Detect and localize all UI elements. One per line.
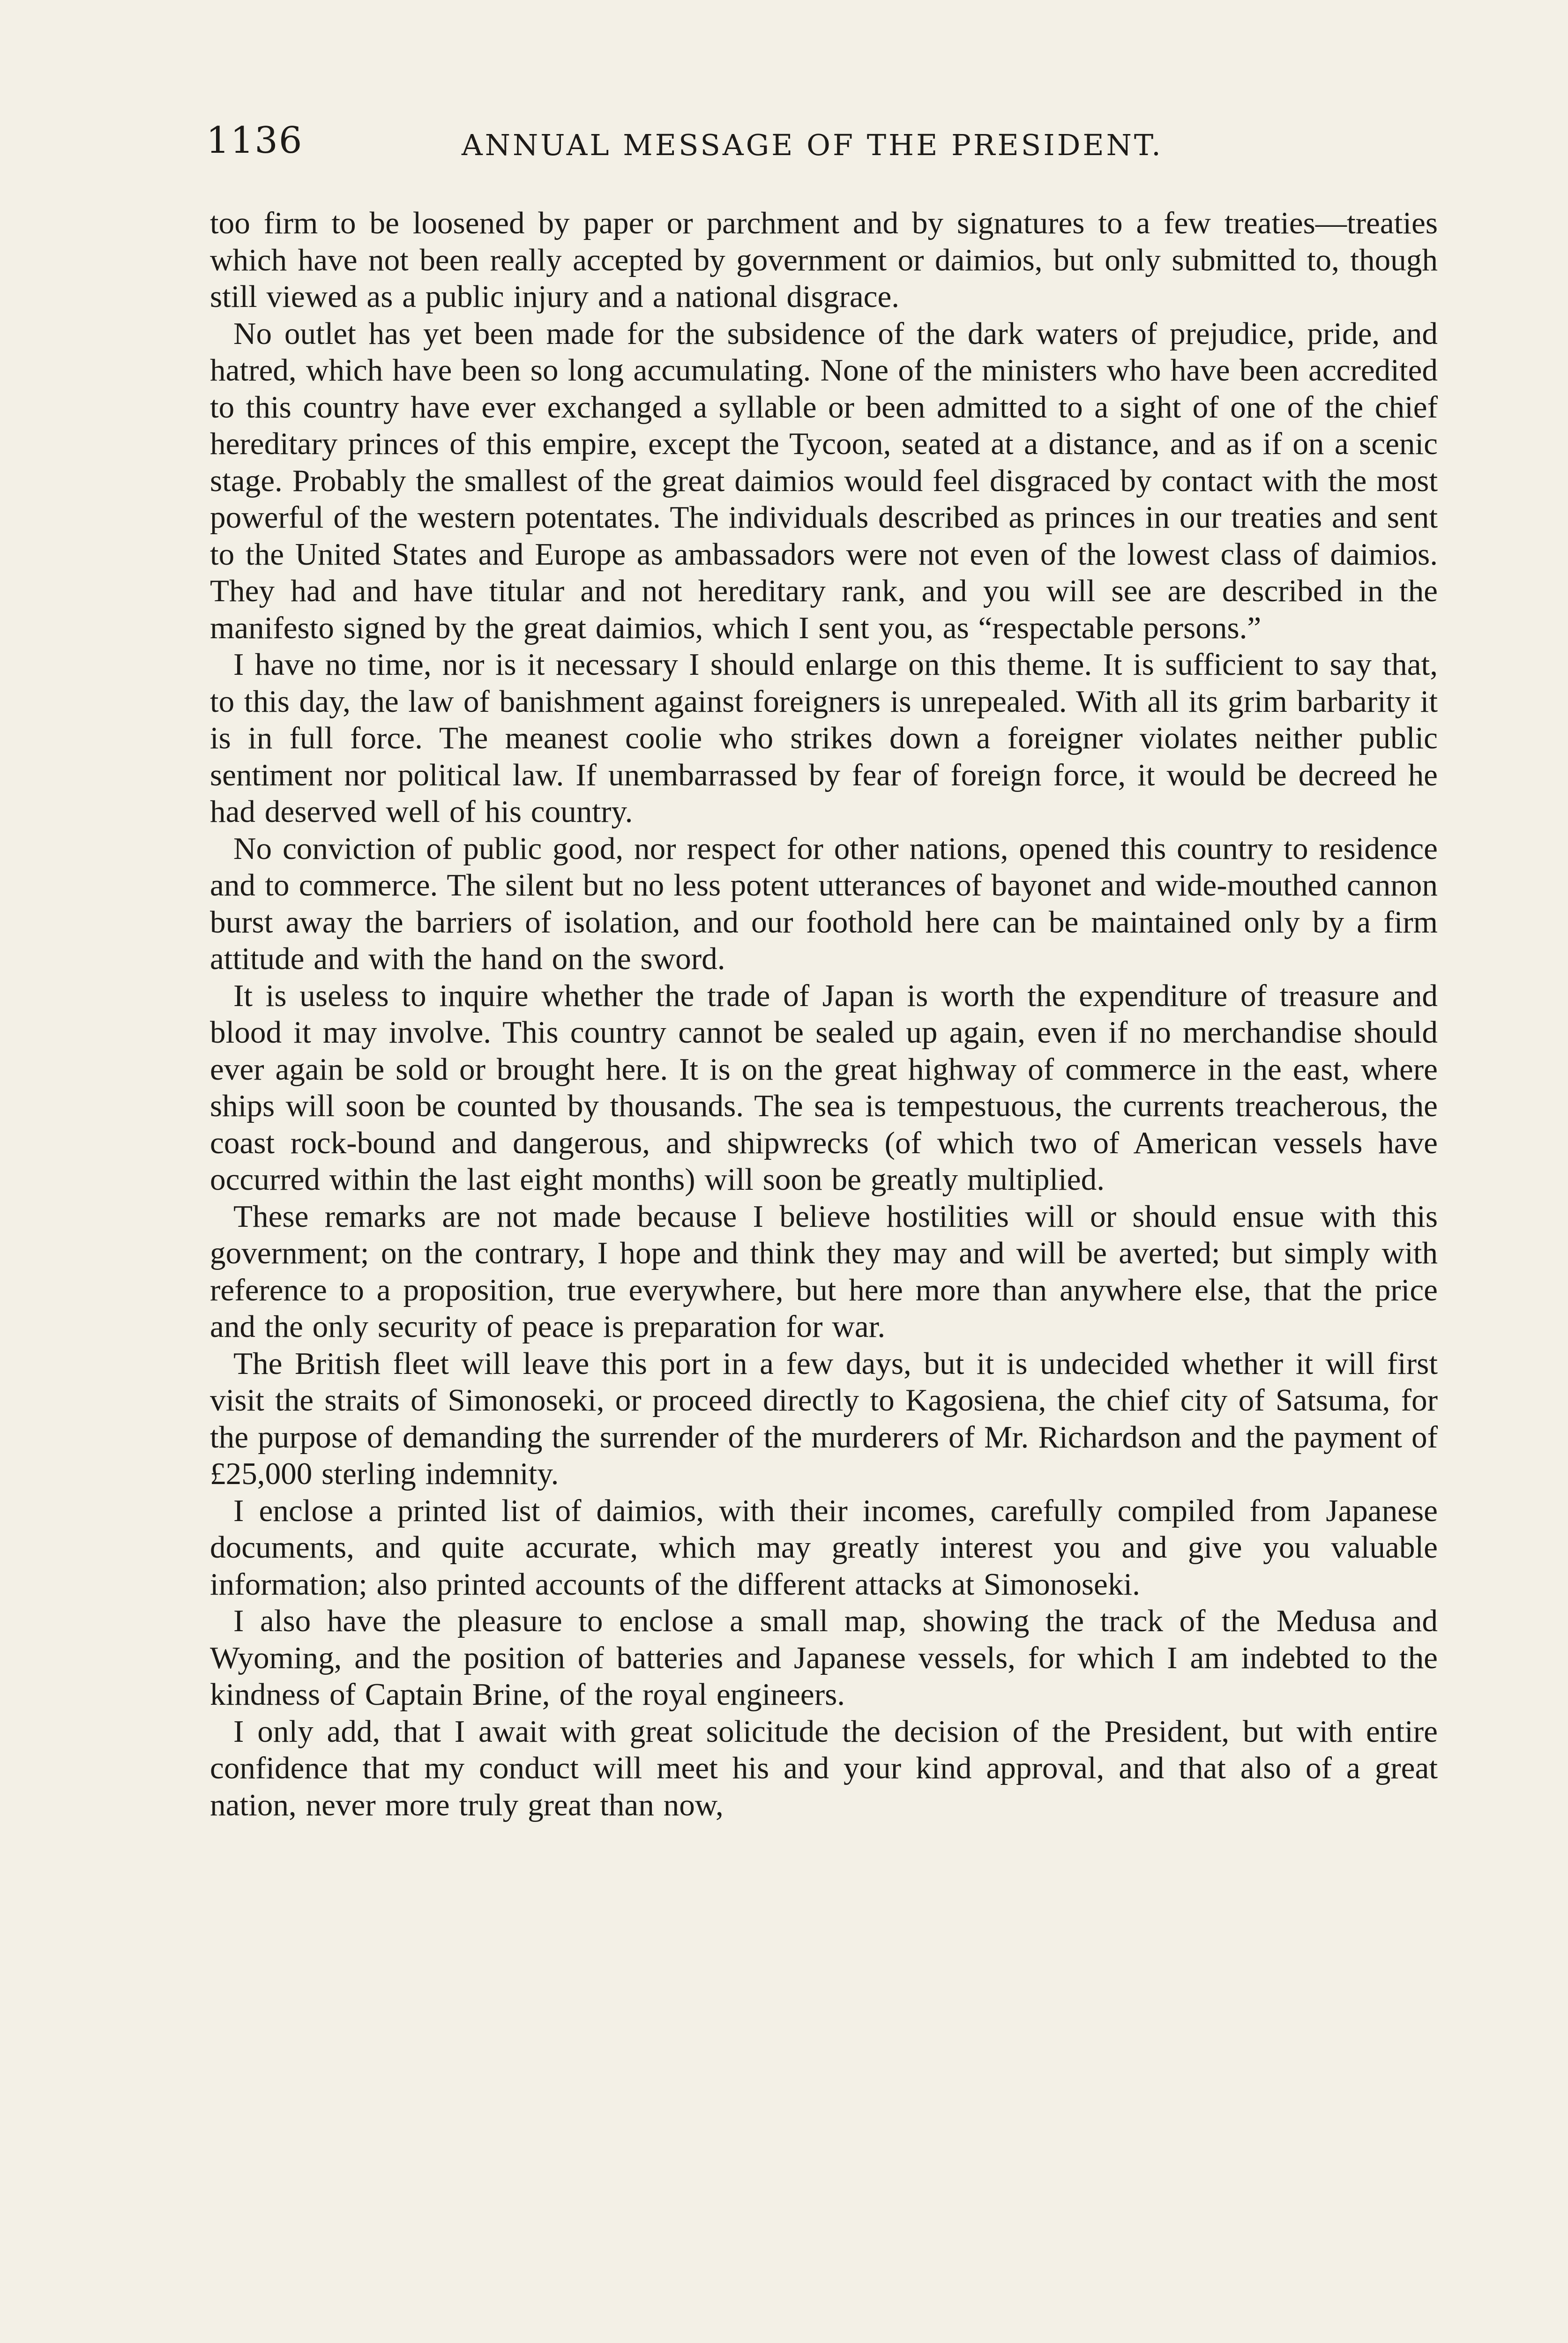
page-header [206,119,1443,176]
body-text [210,205,1438,2323]
paragraph: I also have the pleasure to enclose a small map, showing the track of the Medusa and Wyoming, and the position of batteries and Japanese vessels, for which I am indebted to the kindness of Captain Brine, of the royal engineers. [210,1603,1438,1712]
page-number: 1136 [206,119,303,162]
paragraph: I only add, that I await with great solicitude the decision of the President, but with entire confidence that my conduct will meet his and your kind approval, and that also of a great nation, never more truly great than now, [210,1713,1438,1822]
paragraph: too firm to be loosened by paper or parchment and by signatures to a few treaties—treaties which have not been really accepted by government or daimios, but only submitted to, though still viewed as a public injury and a national disgrace. [210,205,1438,314]
paragraph: The British fleet will leave this port in a few days, but it is undecided whether it will first visit the straits of Simonoseki, or proceed directly to Kagosiena, the chief city of Satsuma, for the purpose of demanding the surrender of the murderers of Mr. Richardson and the payment of £25,000 sterling indemnity. [210,1345,1438,1491]
paragraph: I enclose a printed list of daimios, with their incomes, carefully compiled from Japanese documents, and quite accurate, which may greatly interest you and give you valuable information; also printed accounts of the different attacks at Simonoseki. [210,1492,1438,1602]
paragraph: No outlet has yet been made for the subsidence of the dark waters of prejudice, pride, and hatred, which have been so long accumulating. None of the ministers who have been accredited to this country have ever exchanged a syllable or been admitted to a sight of one of the chief hereditary princes of this empire, except the Tycoon, seated at a distance, and as if on a scenic stage. Probably the smallest of the great daimios would feel disgraced by contact with the most powerful of the western potentates. The individuals described as princes in our treaties and sent to the United States and Europe as ambassadors were not even of the lowest class of daimios. They had and have titular and not hereditary rank, and you will see are described in the manifesto signed by the great daimios, which I sent you, as “respectable persons.” [210,315,1438,645]
paragraph: No conviction of public good, nor respect for other nations, opened this country to residence and to commerce. The silent but no less potent utterances of bayonet and wide-mouthed cannon burst away the barriers of isolation, and our foothold here can be maintained only by a firm attitude and with the hand on the sword. [210,830,1438,976]
paragraph: I have no time, nor is it necessary I should enlarge on this theme. It is sufficient to say that, to this day, the law of banishment against foreigners is unrepealed. With all its grim barbarity it is in full force. The meanest coolie who strikes down a foreigner violates neither public sentiment nor political law. If unembarrassed by fear of foreign force, it would be decreed he had deserved well of his country. [210,647,1438,829]
paragraph: These remarks are not made because I believe hostilities will or should ensue with this government; on the contrary, I hope and think they may and will be averted; but simply with reference to a proposition, true everywhere, but here more than anywhere else, that the price and the only security of peace is preparation for war. [210,1198,1438,1344]
paragraph: It is useless to inquire whether the trade of Japan is worth the expenditure of treasure and blood it may involve. This country cannot be sealed up again, even if no merchandise should ever again be sold or brought here. It is on the great highway of commerce in the east, where ships will soon be counted by thousands. The sea is tempestuous, the currents treacherous, the coast rock-bound and dangerous, and shipwrecks (of which two of American vessels have occurred within the last eight months) will soon be greatly multiplied. [210,977,1438,1197]
running-head: ANNUAL MESSAGE OF THE PRESIDENT. [462,128,1163,162]
